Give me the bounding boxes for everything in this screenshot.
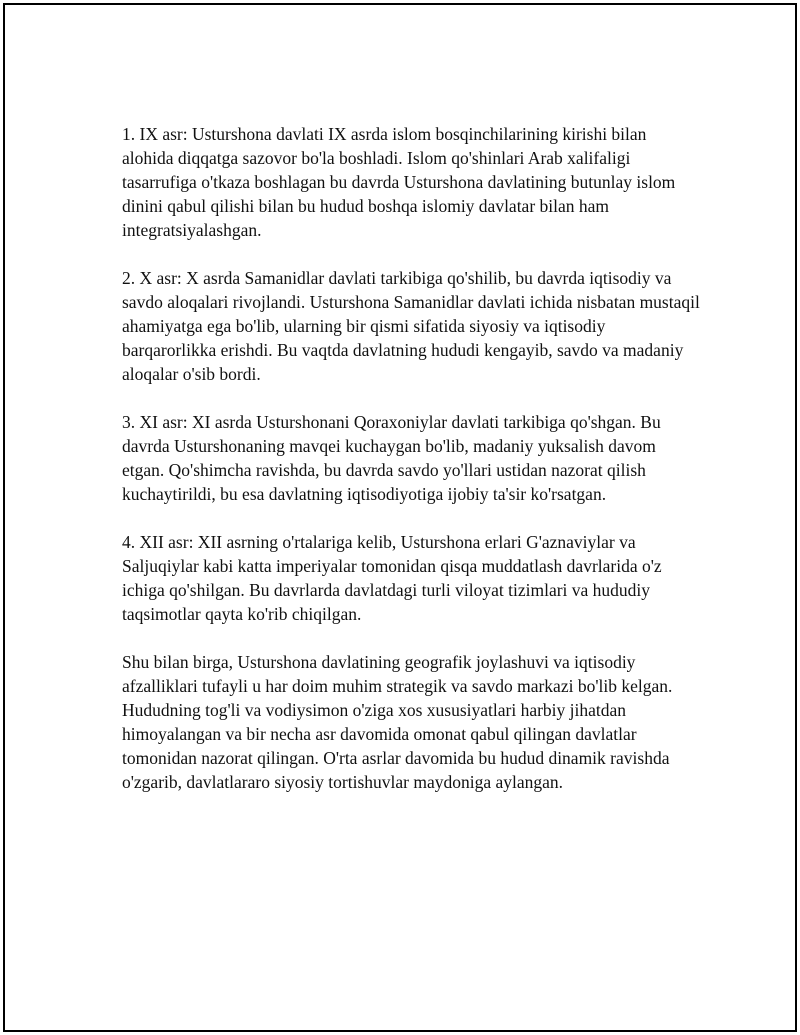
page-frame [3,3,797,1032]
paragraph-x-century: 2. X asr: X asrda Samanidlar davlati tarkibiga qo'shilib, bu davrda iqtisodiy va savdo aloqalari rivojlandi. Usturshona Samanidlar davlati ichida nisbatan mustaqil ahamiyatga ega bo'lib, ularning bir qismi sifatida siyosiy va iqtisodiy barqarorlikka erishdi. Bu vaqtda davlatning hududi kengayib, savdo va madaniy aloqalar o'sib bordi. [122,268,700,384]
paragraph-xi-century: 3. XI asr: XI asrda Usturshonani Qoraxoniylar davlati tarkibiga qo'shgan. Bu davrda Usturshonaning mavqei kuchaygan bo'lib, madaniy yuksalish davom etgan. Qo'shimcha ravishda, bu davrda savdo yo'llari ustidan nazorat qilish kuchaytirildi, bu esa davlatning iqtisodiyotiga ijobiy ta'sir ko'rsatgan. [122,412,661,504]
paragraph-ix-century: 1. IX asr: Usturshona davlati IX asrda islom bosqinchilarining kirishi bilan alohida diqqatga sazovor bo'la boshladi. Islom qo'shinlari Arab xalifaligi tasarrufiga o'tkaza boshlagan bu davrda Usturshona davlatining butunlay islom dinini qabul qilishi bilan bu hudud boshqa islomiy davlatar bilan ham integratsiyalashgan. [122,124,676,240]
paragraph-conclusion: Shu bilan birga, Usturshona davlatining geografik joylashuvi va iqtisodiy afzalliklari tufayli u har doim muhim strategik va savdo markazi bo'lib kelgan. Hududning tog'li va vodiysimon o'ziga xos xususiyatlari harbiy jihatdan himoyalangan va bir necha asr davomida omonat qabul qilingan davlatlar tomonidan nazorat qilingan. O'rta asrlar davomida bu hudud dinamik ravishda o'zgarib, davlatlararo siyosiy tortishuvlar maydoniga aylangan. [122,652,673,792]
paragraph-xii-century: 4. XII asr: XII asrning o'rtalariga kelib, Usturshona erlari G'aznaviylar va Saljuqiylar kabi katta imperiyalar tomonidan qisqa muddatlash davrlarida o'z ichiga qo'shilgan. Bu davrlarda davlatdagi turli viloyat tizimlari va hududiy taqsimotlar qayta ko'rib chiqilgan. [122,532,662,624]
document-body [122,122,702,818]
